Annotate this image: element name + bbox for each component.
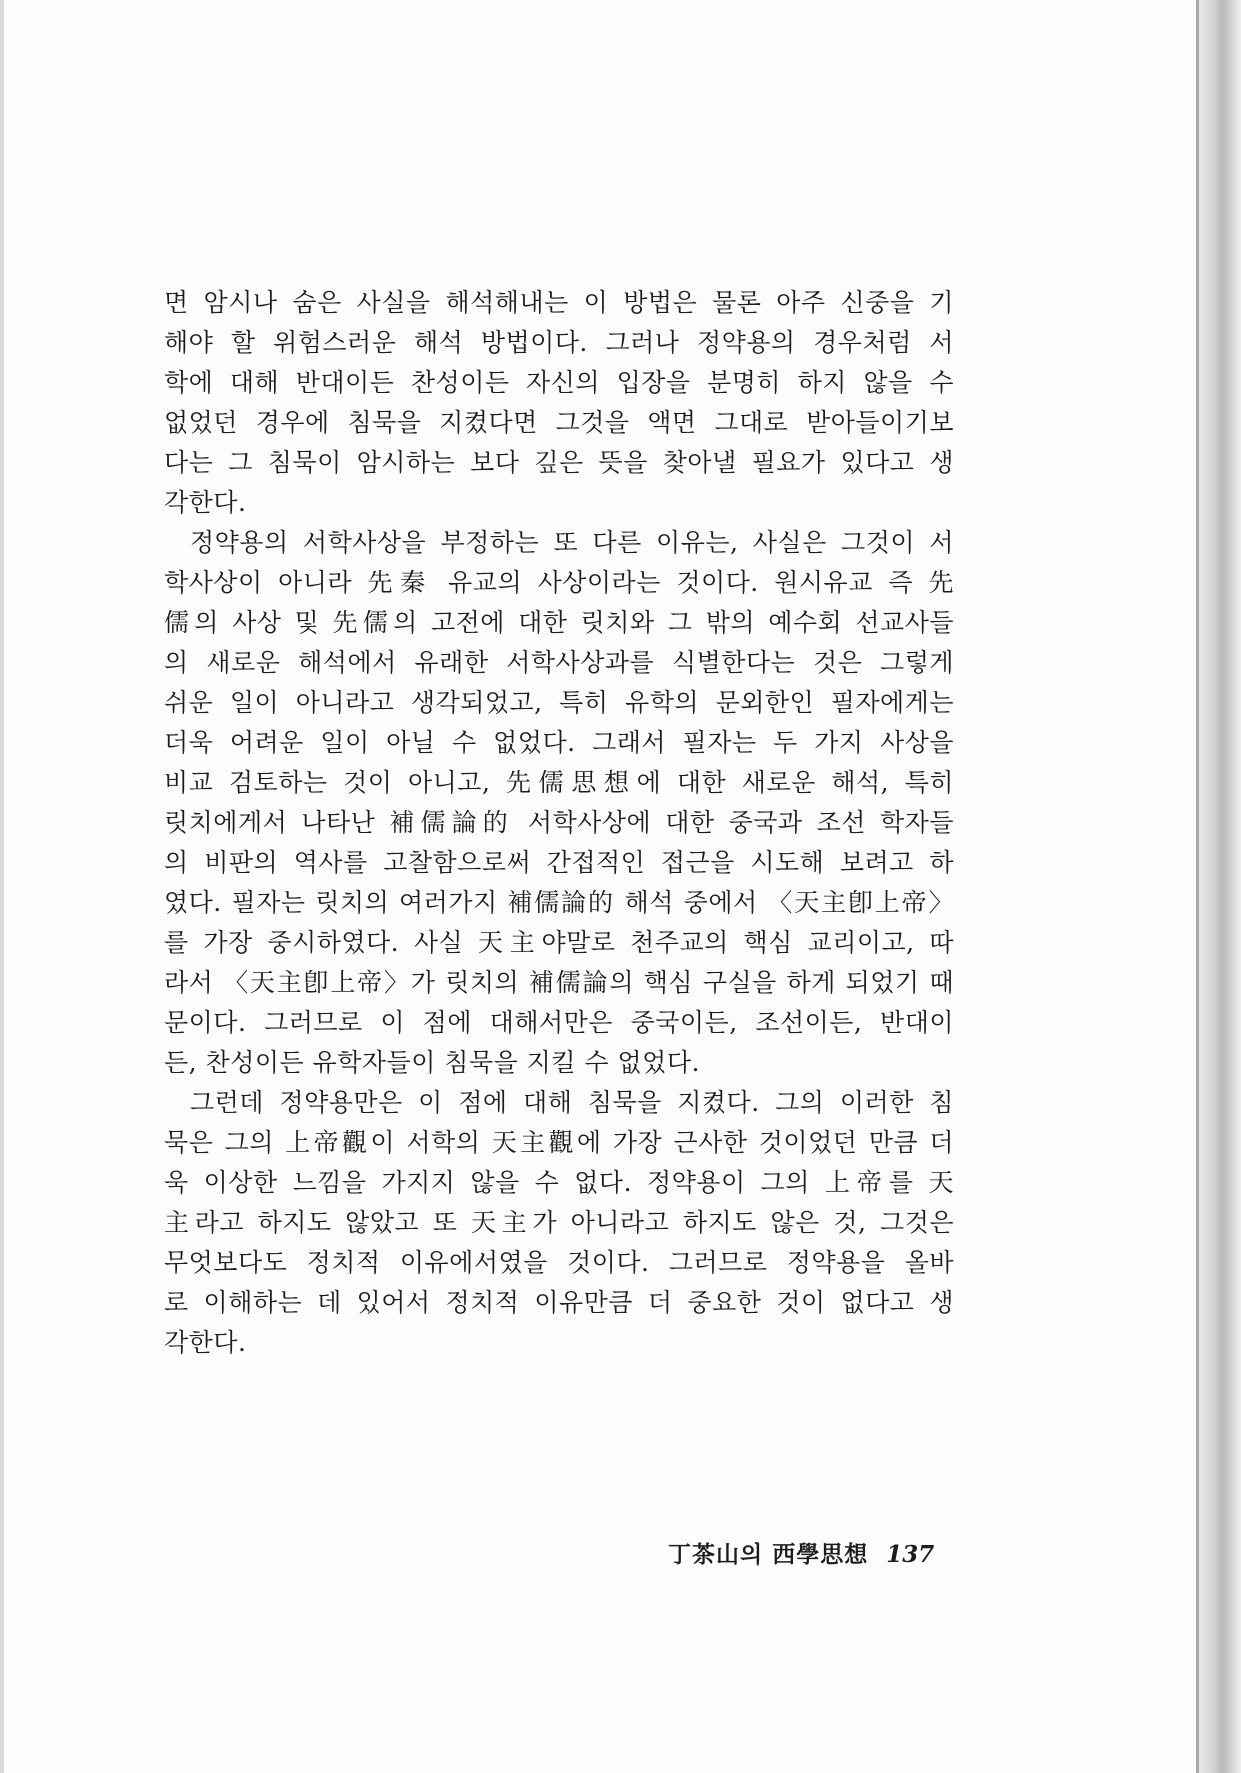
- text-line: 로 이해하는 데 있어서 정치적 이유만큼 더 중요한 것이 없다고 생: [164, 1288, 954, 1317]
- text-line: 든, 찬성이든 유학자들이 침묵을 지킬 수 없었다.: [164, 1048, 700, 1077]
- text-line: 라서 〈天主卽上帝〉가 릿치의 補儒論의 핵심 구실을 하게 되었기 때: [164, 968, 954, 997]
- text-line: 의 비판의 역사를 고찰함으로써 간접적인 접근을 시도해 보려고 하: [164, 848, 954, 877]
- text-line: 욱 이상한 느낌을 가지지 않을 수 없다. 정약용이 그의 上帝를 天: [164, 1168, 954, 1197]
- text-line: 儒의 사상 및 先儒의 고전에 대한 릿치와 그 밖의 예수회 선교사들: [164, 608, 954, 637]
- text-line: 각한다.: [164, 1328, 247, 1357]
- text-line: 主라고 하지도 않았고 또 天主가 아니라고 하지도 않은 것, 그것은: [164, 1208, 954, 1237]
- text-line: 면 암시나 숨은 사실을 해석해내는 이 방법은 물론 아주 신중을 기: [164, 288, 954, 317]
- footer-title: 丁茶山의 西學思想: [668, 1541, 869, 1568]
- paragraph-1: [164, 283, 954, 523]
- text-line: 쉬운 일이 아니라고 생각되었고, 특히 유학의 문외한인 필자에게는: [164, 688, 954, 717]
- page-stack-edge: [1199, 0, 1241, 1773]
- paragraph-3: [164, 1083, 954, 1363]
- text-line: 를 가장 중시하였다. 사실 天主야말로 천주교의 핵심 교리이고, 따: [164, 928, 954, 957]
- text-line: 다는 그 침묵이 암시하는 보다 깊은 뜻을 찾아낼 필요가 있다고 생: [164, 448, 954, 477]
- text-line: 릿치에게서 나타난 補儒論的 서학사상에 대한 중국과 조선 학자들: [164, 808, 954, 837]
- text-line: 비교 검토하는 것이 아니고, 先儒思想에 대한 새로운 해석, 특히: [164, 768, 954, 797]
- text-line: 였다. 필자는 릿치의 여러가지 補儒論的 해석 중에서 〈天主卽上帝〉: [164, 888, 954, 917]
- text-line: 해야 할 위험스러운 해석 방법이다. 그러나 정약용의 경우처럼 서: [164, 328, 954, 357]
- text-line: 문이다. 그러므로 이 점에 대해서만은 중국이든, 조선이든, 반대이: [164, 1008, 954, 1037]
- text-line: 무엇보다도 정치적 이유에서였을 것이다. 그러므로 정약용을 올바: [164, 1248, 954, 1277]
- text-line: 묵은 그의 上帝觀이 서학의 天主觀에 가장 근사한 것이었던 만큼 더: [164, 1128, 954, 1157]
- body-text: [164, 283, 954, 1363]
- text-line: 정약용의 서학사상을 부정하는 또 다른 이유는, 사실은 그것이 서: [190, 528, 954, 557]
- text-line: 학사상이 아니라 先秦 유교의 사상이라는 것이다. 원시유교 즉 先: [164, 568, 954, 597]
- text-line: 그런데 정약용만은 이 점에 대해 침묵을 지켰다. 그의 이러한 침: [190, 1088, 954, 1117]
- running-footer: [668, 1538, 958, 1572]
- paragraph-2: [164, 523, 954, 1083]
- page-number: 137: [886, 1541, 935, 1568]
- text-line: 없었던 경우에 침묵을 지켰다면 그것을 액면 그대로 받아들이기보: [164, 408, 954, 437]
- text-line: 더욱 어려운 일이 아닐 수 없었다. 그래서 필자는 두 가지 사상을: [164, 728, 954, 757]
- text-line: 의 새로운 해석에서 유래한 서학사상과를 식별한다는 것은 그렇게: [164, 648, 954, 677]
- text-line: 각한다.: [164, 488, 247, 517]
- text-line: 학에 대해 반대이든 찬성이든 자신의 입장을 분명히 하지 않을 수: [164, 368, 954, 397]
